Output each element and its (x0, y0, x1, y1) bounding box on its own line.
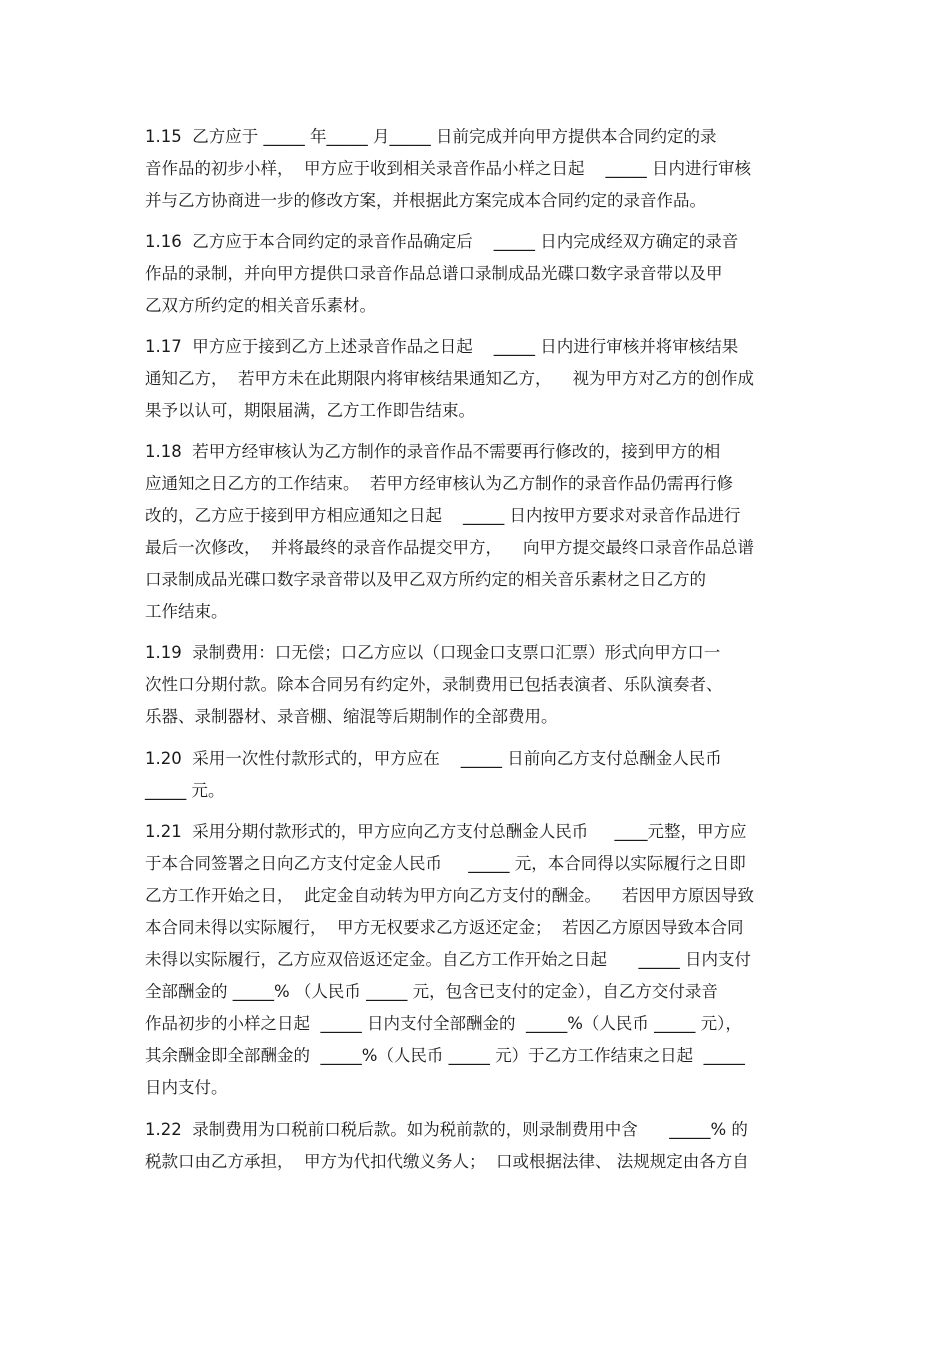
clause-1-21-line-2: 于本合同签署之日向乙方支付定金人民币 _____ 元，本合同得以实际履行之日即 (145, 854, 746, 873)
clause-1-17-line-3: 果予以认可，期限届满，乙方工作即告结束。 (145, 401, 475, 420)
clause-1-15-line-1: 1.15 乙方应于 _____ 年_____ 月_____ 日前完成并向甲方提供本合同约定的录 (145, 127, 717, 146)
clause-1-21-line-7: 作品初步的小样之日起 _____ 日内支付全部酬金的 _____%（人民币 _____ 元）， (145, 1014, 742, 1033)
clause-1-18-line-2: 应通知之日乙方的工作结束。 若甲方经审核认为乙方制作的录音作品仍需再行修 (145, 474, 733, 493)
clause-1-19-line-2: 次性口分期付款。除本合同另有约定外，录制费用已包括表演者、乐队演奏者、 (145, 675, 723, 694)
clause-1-18-line-1: 1.18 若甲方经审核认为乙方制作的录音作品不需要再行修改的，接到甲方的相 (145, 442, 721, 461)
clause-1-21-line-8: 其余酬金即全部酬金的 _____%（人民币 _____ 元）于乙方工作结束之日起 _____ (145, 1046, 745, 1065)
clause-1-22-line-1: 1.22 录制费用为口税前口税后款。如为税前款的，则录制费用中含 _____% 的 (145, 1120, 748, 1139)
clause-1-16-line-2: 作品的录制，并向甲方提供口录音作品总谱口录制成品光碟口数字录音带以及甲 (145, 264, 723, 283)
clause-1-21-line-3: 乙方工作开始之日， 此定金自动转为甲方向乙方支付的酬金。 若因甲方原因导致 (145, 886, 754, 905)
clause-1-17-line-1: 1.17 甲方应于接到乙方上述录音作品之日起 _____ 日内进行审核并将审核结果 (145, 337, 739, 356)
clause-1-18-line-3: 改的，乙方应于接到甲方相应通知之日起 _____ 日内按甲方要求对录音作品进行 (145, 506, 741, 525)
clause-1-19-line-1: 1.19 录制费用：口无偿；口乙方应以（口现金口支票口汇票）形式向甲方口一 (145, 643, 721, 662)
clause-1-21-line-5: 未得以实际履行，乙方应双倍返还定金。自乙方工作开始之日起 _____ 日内支付 (145, 950, 751, 969)
clause-1-16-line-1: 1.16 乙方应于本合同约定的录音作品确定后 _____ 日内完成经双方确定的录音 (145, 232, 739, 251)
clause-1-16-line-3: 乙双方所约定的相关音乐素材。 (145, 296, 376, 315)
clause-1-15-line-2: 音作品的初步小样， 甲方应于收到相关录音作品小样之日起 _____ 日内进行审核 (145, 159, 751, 178)
clause-1-18-line-6: 工作结束。 (145, 602, 228, 621)
clause-1-18-line-5: 口录制成品光碟口数字录音带以及甲乙双方所约定的相关音乐素材之日乙方的 (145, 570, 706, 589)
clause-1-18-line-4: 最后一次修改， 并将最终的录音作品提交甲方， 向甲方提交最终口录音作品总谱 (145, 538, 754, 557)
clause-1-21-line-9: 日内支付。 (145, 1078, 228, 1097)
clause-1-21-line-6: 全部酬金的 _____% （人民币 _____ 元，包含已支付的定金），自乙方交付录音 (145, 982, 718, 1001)
clause-1-21-line-1: 1.21 采用分期付款形式的，甲方应向乙方支付总酬金人民币 ____元整，甲方应 (145, 822, 747, 841)
clause-1-21-line-4: 本合同未得以实际履行， 甲方无权要求乙方返还定金； 若因乙方原因导致本合同 (145, 918, 744, 937)
clause-1-19-line-3: 乐器、录制器材、录音棚、缩混等后期制作的全部费用。 (145, 707, 558, 726)
clause-1-20-line-2: _____ 元。 (145, 781, 225, 800)
clause-1-22-line-2: 税款口由乙方承担， 甲方为代扣代缴义务人； 口或根据法律、 法规规定由各方自 (145, 1152, 749, 1171)
clause-1-15-line-3: 并与乙方协商进一步的修改方案，并根据此方案完成本合同约定的录音作品。 (145, 191, 706, 210)
clause-1-20-line-1: 1.20 采用一次性付款形式的，甲方应在 _____ 日前向乙方支付总酬金人民币 (145, 749, 722, 768)
clause-1-17-line-2: 通知乙方， 若甲方未在此期限内将审核结果通知乙方， 视为甲方对乙方的创作成 (145, 369, 754, 388)
